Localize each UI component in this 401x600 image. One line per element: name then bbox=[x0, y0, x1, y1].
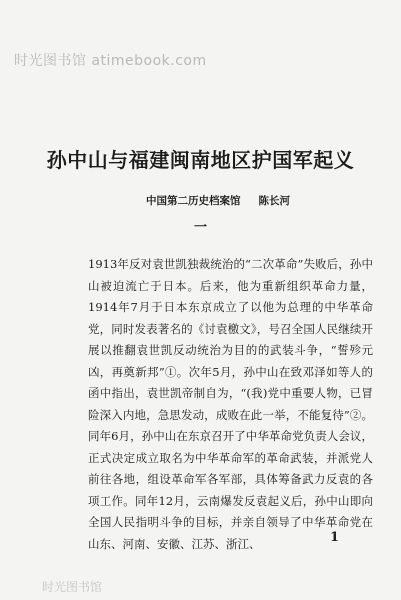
body-paragraph: 1913年反对袁世凯独裁统治的“二次革命”失败后，孙中山被迫流亡于日本。后来，他为重新组织革命力量，1914年7月于日本东京成立了以他为总理的中华革命党，同时发表著名的《讨袁檄文》，号召全国人民继续开展以推翻袁世凯反动统治为目的的武装斗争，“誓殄元凶，再奠新邦”①。次年5月，孙中山在致邓泽如等人的函中指出，袁世凯帝制自为，“(我)党中重要人物，已冒险深入内地，急思发动，成败在此一举，不能复待”②。同年6月，孙中山在东京召开了中华革命党负责人会议，正式决定成立取名为中华革命军的革命武装，并派党人前往各地，组设革命军各军部，具体筹备武力反袁的各项工作。同年12月，云南爆发反袁起义后，孙中山即向全国人民指明斗争的目标，并亲自领导了中华革命党在山东、河南、安徽、江苏、浙江、 bbox=[88, 257, 373, 551]
byline bbox=[146, 193, 290, 208]
section-number: 一 bbox=[194, 220, 208, 235]
byline-institution: 中国第二历史档案馆 bbox=[146, 195, 241, 207]
byline-author: 陈长河 bbox=[258, 195, 290, 207]
page-number: 1 bbox=[330, 530, 340, 545]
watermark-text: 时光图书馆 atimebook.com bbox=[14, 53, 207, 69]
watermark-bottom-text: 时光图书馆 bbox=[42, 580, 103, 594]
article-title: 孙中山与福建闽南地区护国军起义 bbox=[46, 148, 355, 172]
